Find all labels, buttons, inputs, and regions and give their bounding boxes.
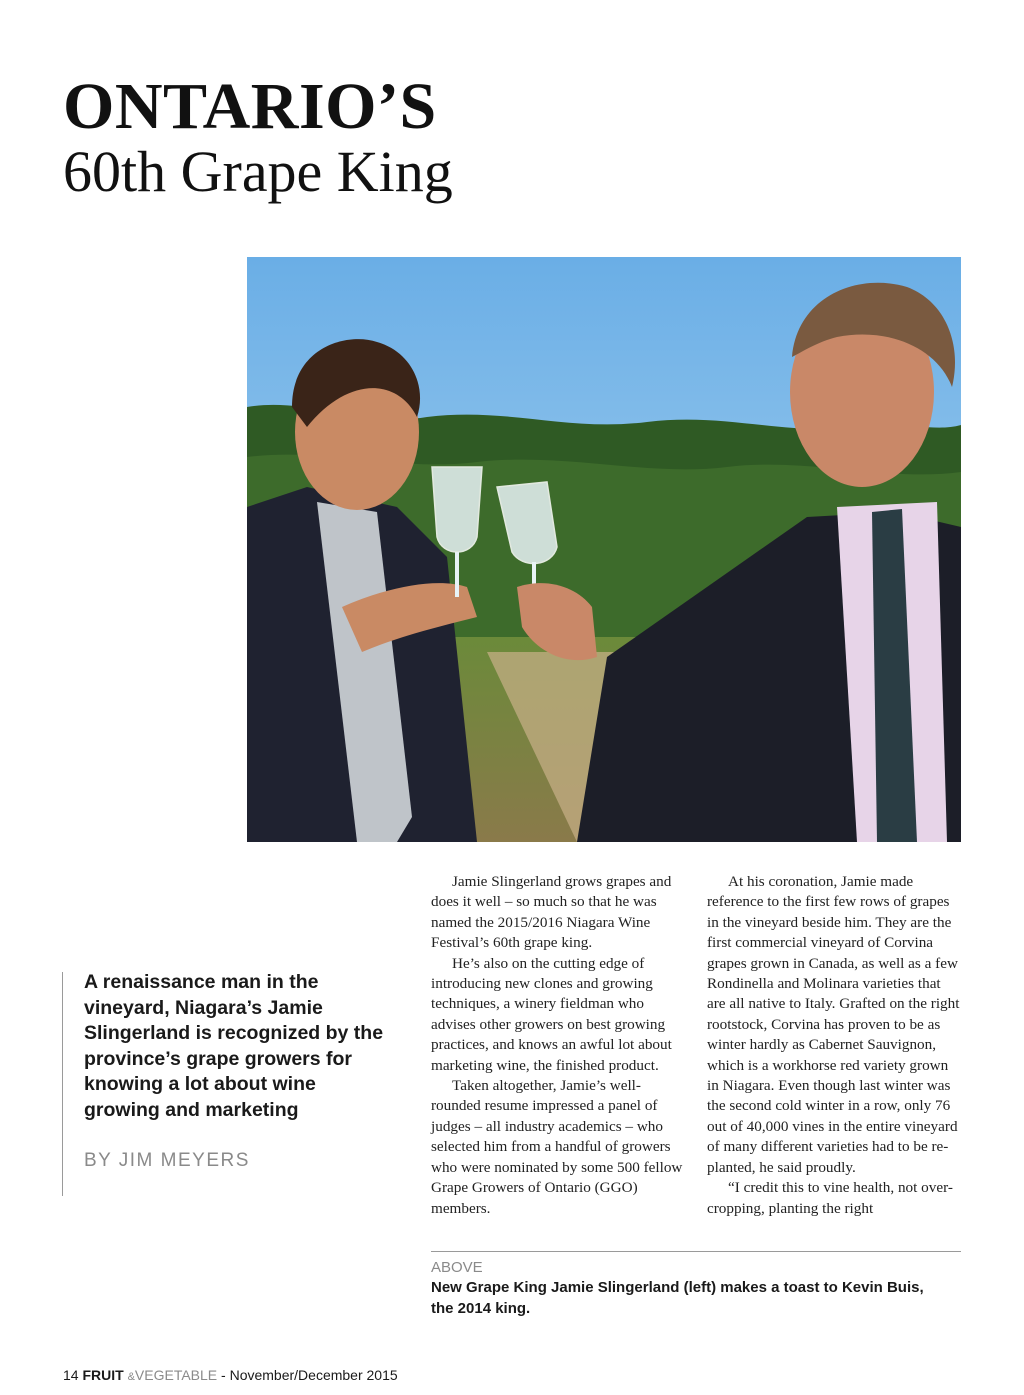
caption-rule bbox=[431, 1251, 961, 1252]
body-paragraph: “I credit this to vine health, not over-cropping, planting the right bbox=[707, 1179, 953, 1217]
deck: A renaissance man in the vineyard, Niagara’s Jamie Slingerland is recognized by the province’s grape growers for knowing a lot about wine growing and marketing bbox=[84, 971, 384, 1121]
issue-date: - November/December 2015 bbox=[217, 1367, 398, 1383]
headline-line1: ONTARIO’S bbox=[63, 70, 437, 143]
body-paragraph: At his coronation, Jamie made reference to the first few rows of grapes in the vineyard beside him. They are the first commercial vineyard of Corvina grapes grown in Canada, as well as a few Rondinella and Molinara varieties that are all native to Italy. Grafted on the right rootstock, Corvina has proven to be as winter hardly as Cabernet Sauvignon, which is a workhorse red variety grown in Niagara. Even though last winter was the second cold winter in a row, only 76 out of 40,000 vines in the entire vineyard of many different varieties had to be re-planted, he said proudly. bbox=[707, 873, 960, 1176]
body-paragraph: He’s also on the cutting edge of introducing new clones and growing techniques, a winery fieldman who advises other growers on best growing practices, and knows an awful lot about marketing wine, the finished product. bbox=[431, 954, 672, 1074]
deck-rule bbox=[62, 972, 63, 1196]
publication-name-fruit: FRUIT bbox=[82, 1367, 124, 1383]
body-paragraph: Jamie Slingerland grows grapes and does it well – so much so that he was named the 2015/2016 Niagara Wine Festival’s 60th grape king. bbox=[431, 873, 672, 952]
photo-caption: New Grape King Jamie Slingerland (left) makes a toast to Kevin Buis, the 2014 king. bbox=[431, 1279, 924, 1317]
page-number: 14 bbox=[63, 1367, 79, 1383]
headline-line2: 60th Grape King bbox=[63, 139, 453, 204]
page-footer bbox=[63, 1367, 398, 1383]
article-photo bbox=[247, 257, 961, 842]
body-column-2 bbox=[707, 872, 961, 1219]
body-column-1 bbox=[431, 872, 685, 1219]
caption-label: ABOVE bbox=[431, 1259, 483, 1276]
body-paragraph: Taken altogether, Jamie’s well-rounded resume impressed a panel of judges – all industry academics – who selected him from a handful of growers who were nominated by some 500 fellow Grape Growers of Ontario (GGO) members. bbox=[431, 1077, 683, 1217]
byline: BY JIM MEYERS bbox=[84, 1150, 250, 1171]
publication-ampersand: & bbox=[127, 1371, 135, 1383]
publication-name-vegetable: VEGETABLE bbox=[134, 1367, 218, 1383]
